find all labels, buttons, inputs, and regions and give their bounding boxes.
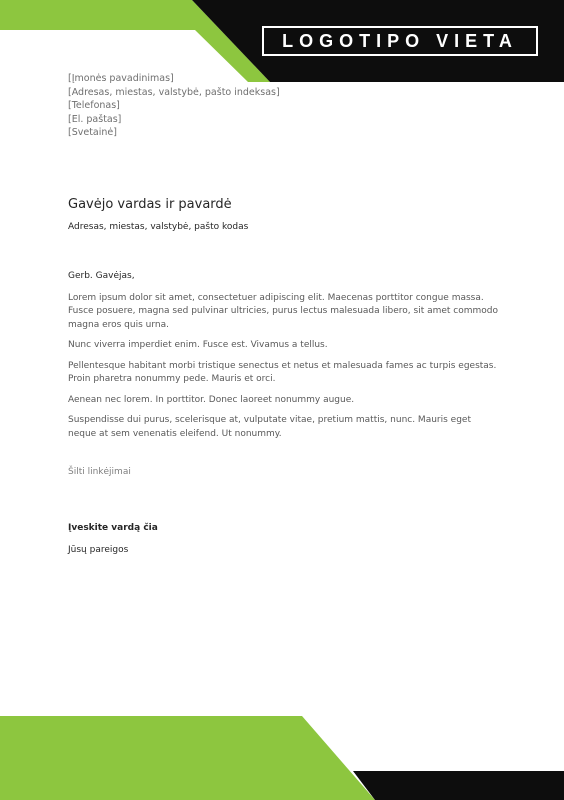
- closing[interactable]: Šilti linkėjimai: [68, 467, 131, 477]
- body-paragraph[interactable]: Suspendisse dui purus, scelerisque at, vulputate vitae, pretium mattis, nunc. Mauris eget neque at sem venenatis eleifend. Ut nonummy.: [68, 415, 471, 439]
- body-paragraph[interactable]: Aenean nec lorem. In porttitor. Donec laoreet nonummy augue.: [68, 394, 355, 405]
- sender-info: [68, 72, 280, 140]
- recipient-name[interactable]: Gavėjo vardas ir pavardė: [68, 197, 232, 212]
- body-paragraph[interactable]: Nunc viverra imperdiet enim. Fusce est. Vivamus a tellus.: [68, 340, 328, 350]
- bottom-black-shape: [353, 771, 564, 800]
- sender-email[interactable]: [El. paštas]: [68, 113, 122, 125]
- bottom-green-shape: [0, 716, 375, 800]
- logo-placeholder: [262, 26, 538, 56]
- sender-company[interactable]: [Įmonės pavadinimas]: [68, 73, 174, 84]
- body-paragraph[interactable]: Pellentesque habitant morbi tristique senectus et netus et malesuada fames ac turpis egestas. Proin pharetra nonummy pede. Mauris et orci.: [68, 360, 497, 384]
- recipient-address[interactable]: Adresas, miestas, valstybė, pašto kodas: [68, 222, 249, 232]
- greeting[interactable]: Gerb. Gavėjas,: [68, 271, 135, 281]
- sender-website[interactable]: [Svetainė]: [68, 127, 117, 138]
- sender-phone[interactable]: [Telefonas]: [68, 100, 120, 111]
- sender-address[interactable]: [Adresas, miestas, valstybė, pašto indeksas]: [68, 86, 280, 98]
- signature-title[interactable]: Jūsų pareigos: [68, 545, 129, 555]
- logo-text: LOGOTIPO VIETA: [282, 30, 518, 51]
- letter-body: [68, 270, 498, 448]
- body-paragraph[interactable]: Lorem ipsum dolor sit amet, consectetuer adipiscing elit. Maecenas porttitor congue massa. Fusce posuere, magna sed pulvinar ultricies, purus lectus malesuada libero, sit amet commodo magna eros quis urna.: [68, 292, 499, 330]
- signature-name[interactable]: Įveskite vardą čia: [68, 523, 158, 533]
